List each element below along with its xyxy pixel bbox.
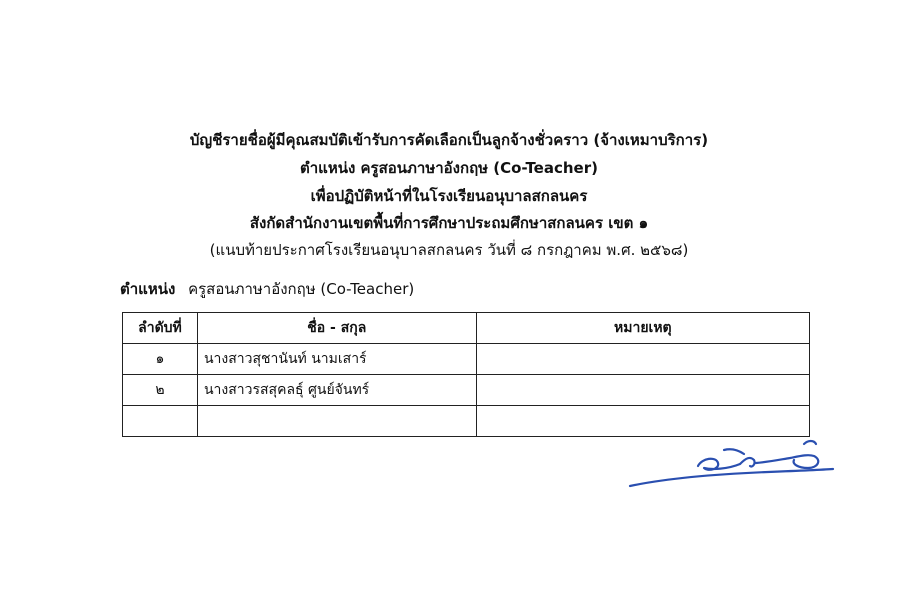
column-header-number: ลำดับที่ (123, 313, 198, 344)
row-note (476, 344, 809, 375)
row-note (476, 406, 809, 437)
position-heading (120, 279, 414, 299)
row-number: ๒ (123, 375, 198, 406)
row-name: นางสาวรสสุคลธุ์ ศูนย์จันทร์ (197, 375, 476, 406)
position-label: ตำแหน่ง (120, 280, 176, 298)
column-header-name: ชื่อ - สกุล (197, 313, 476, 344)
candidate-table (122, 312, 810, 437)
position-value: ครูสอนภาษาอังกฤษ (Co-Teacher) (188, 280, 415, 298)
column-header-note: หมายเหตุ (476, 313, 809, 344)
row-name (197, 406, 476, 437)
row-number (123, 406, 198, 437)
table-header-row (123, 313, 810, 344)
title-line-3: เพื่อปฏิบัติหน้าที่ในโรงเรียนอนุบาลสกลนคร (310, 187, 588, 205)
row-note (476, 375, 809, 406)
title-line-4: สังกัดสำนักงานเขตพื้นที่การศึกษาประถมศึกษาสกลนคร เขต ๑ (249, 214, 649, 232)
table-row (123, 375, 810, 406)
title-line-5: (แนบท้ายประกาศโรงเรียนอนุบาลสกลนคร วันที่ ๘ กรกฎาคม พ.ศ. ๒๕๖๘) (209, 241, 689, 259)
signature-image (628, 436, 838, 492)
table-row (123, 406, 810, 437)
title-line-1: บัญชีรายชื่อผู้มีคุณสมบัติเข้ารับการคัดเลือกเป็นลูกจ้างชั่วคราว (จ้างเหมาบริการ) (189, 131, 709, 149)
table-row (123, 344, 810, 375)
row-name: นางสาวสุชานันท์ นามเสาร์ (197, 344, 476, 375)
title-line-2: ตำแหน่ง ครูสอนภาษาอังกฤษ (Co-Teacher) (300, 159, 598, 177)
row-number: ๑ (123, 344, 198, 375)
